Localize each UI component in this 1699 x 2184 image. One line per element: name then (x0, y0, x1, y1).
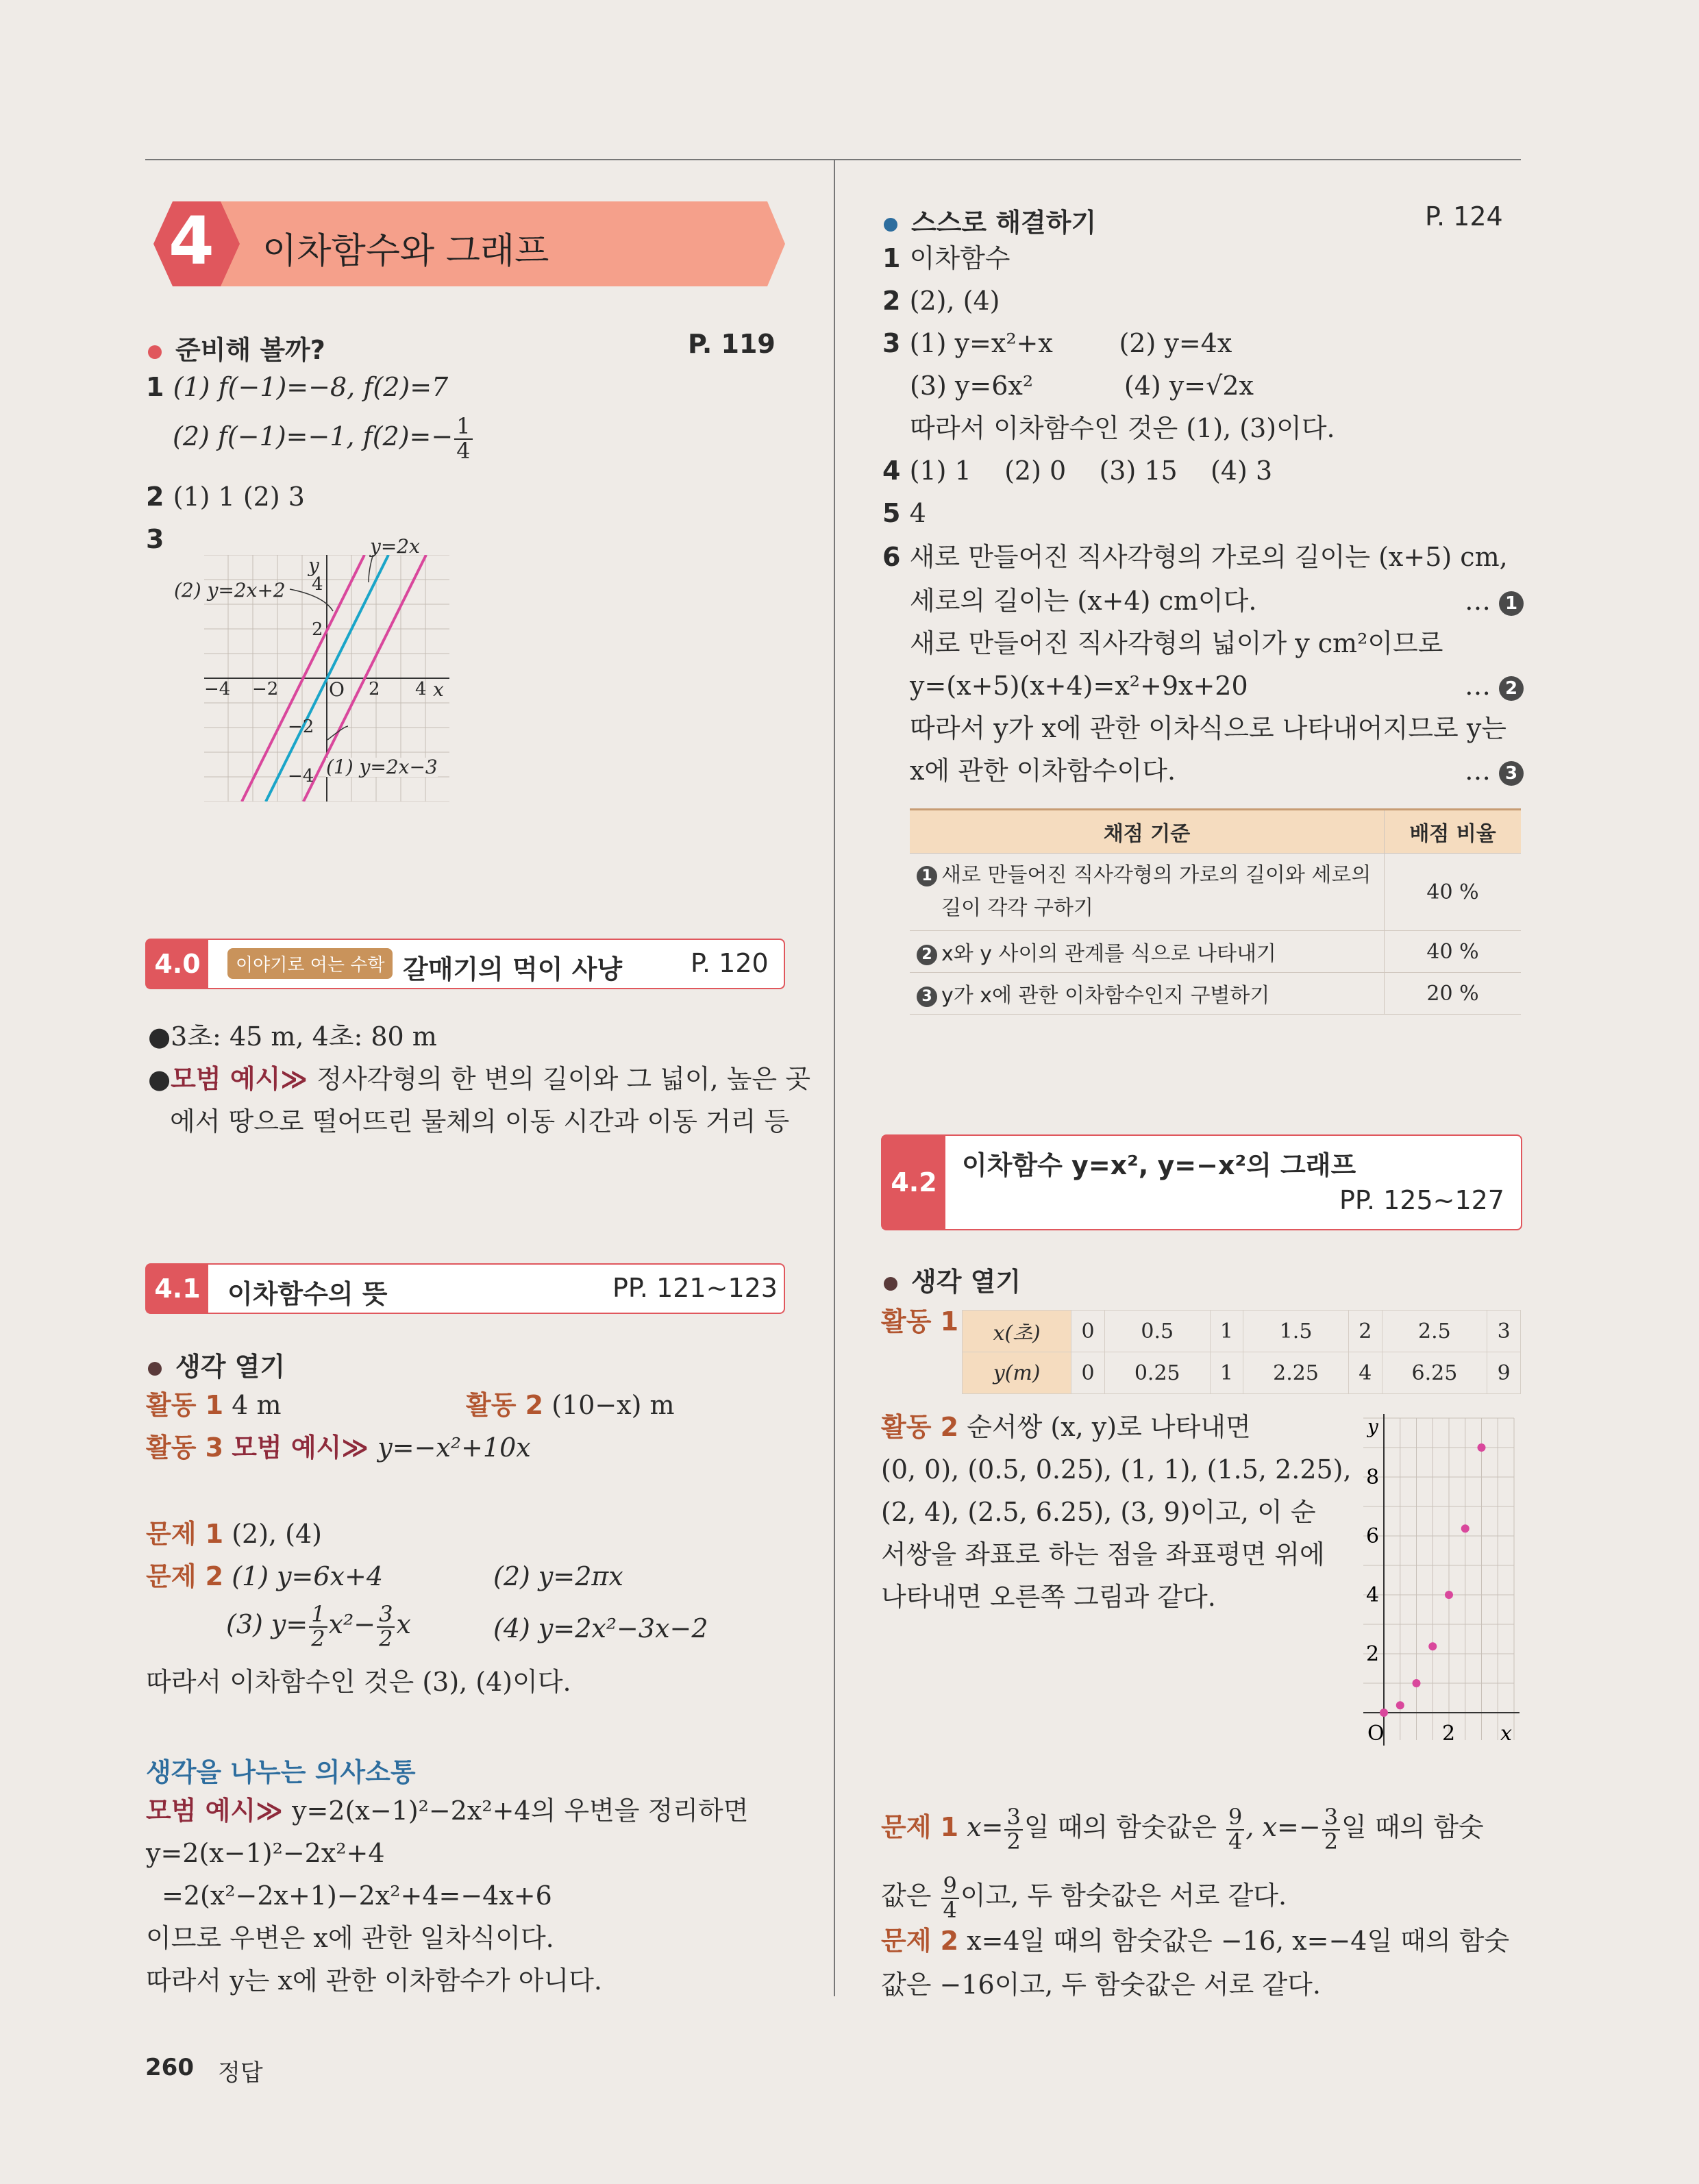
criteria-cell: 3 y가 x에 관한 이차함수인지 구별하기 (910, 973, 1385, 1015)
section-title: 이차함수의 뜻 (227, 1279, 388, 1309)
tick-xm4: −4 (204, 679, 231, 699)
x-axis-label: x (1500, 1722, 1512, 1746)
table-row-x (963, 1311, 1521, 1352)
table-cell: 1.5 (1243, 1311, 1349, 1352)
table-cell: 0.5 (1104, 1311, 1210, 1352)
self-page: P. 124 (1425, 201, 1503, 232)
s40-line2: ●모범 예시≫ 정사각형의 한 변의 길이와 그 넓이, 높은 곳 (148, 1064, 810, 1094)
self-r3a: 3 (1) y=x²+x (2) y=4x (882, 328, 1232, 358)
data-point (1478, 1443, 1486, 1452)
section-page: PP. 121~123 (612, 1273, 778, 1303)
grading-header-criteria: 채점 기준 (910, 810, 1385, 854)
criteria-cell: 1 새로 만들어진 직사각형의 가로의 길이와 세로의 길이 각각 구하기 (910, 854, 1385, 931)
s40-line3: 에서 땅으로 떨어뜨린 물체의 이동 시간과 이동 거리 등 (170, 1106, 790, 1137)
section-title: 갈매기의 먹이 사냥 (403, 954, 623, 984)
label-y-2x: y=2x (370, 535, 420, 558)
section-badge: 4.2 (882, 1136, 945, 1229)
top-rule (145, 159, 1521, 160)
self-r6c: 새로 만들어진 직사각형의 넓이가 y cm²이므로 (910, 628, 1443, 658)
tick-y4: 4 (312, 574, 323, 595)
s42-act2-line3: (2, 4), (2.5, 6.25), (3, 9)이고, 이 순 (881, 1497, 1316, 1527)
chapter-number: 4 (169, 203, 214, 280)
mark-3: … 3 (1465, 758, 1524, 786)
data-point (1445, 1591, 1453, 1599)
activity-table (962, 1310, 1521, 1394)
section-page: P. 120 (691, 948, 769, 978)
self-r3b: (3) y=6x² (4) y=√2x (910, 371, 1254, 401)
prep-heading-text: 준비해 볼까? (175, 335, 325, 365)
tick-xm2: −2 (252, 679, 279, 699)
s40-line1: ●3초: 45 m, 4초: 80 m (148, 1021, 437, 1052)
section-page: PP. 125~127 (1339, 1185, 1504, 1215)
origin-label: O (1367, 1722, 1385, 1746)
grading-header-row (910, 810, 1521, 854)
table-cell: 0.25 (1104, 1352, 1210, 1394)
footer-label: 정답 (218, 2059, 263, 2087)
scatter-chart (1363, 1411, 1521, 1747)
section-badge: 4.0 (147, 940, 208, 988)
ratio-cell: 20 % (1385, 973, 1522, 1015)
self-r6a: 6 새로 만들어진 직사각형의 가로의 길이는 (x+5) cm, (882, 542, 1508, 572)
tick-label: 2 (1366, 1642, 1380, 1666)
comm-line2: y=2(x−1)²−2x²+4 (146, 1838, 385, 1868)
tick-label: 2 (1442, 1722, 1456, 1746)
s41-prob2b: (2) y=2πx (493, 1561, 623, 1591)
comm-line3: =2(x²−2x+1)−2x²+4=−4x+6 (162, 1881, 552, 1911)
self-r2: 2 (2), (4) (882, 286, 1000, 316)
table-cell: 2.5 (1382, 1311, 1487, 1352)
tick-x2: 2 (369, 679, 380, 699)
s41-prob2e: 따라서 이차함수인 것은 (3), (4)이다. (146, 1667, 571, 1697)
comm-title: 생각을 나누는 의사소통 (146, 1757, 416, 1787)
grading-table (910, 808, 1521, 1015)
prep-q1a: 1 (1) f(−1)=−8, f(2)=7 (146, 372, 449, 402)
self-r3c: 따라서 이차함수인 것은 (1), (3)이다. (910, 413, 1335, 443)
column-divider (834, 160, 835, 1996)
table-cell: 1 (1210, 1352, 1243, 1394)
s42-prob1-line1: 문제 1 x= $\frac{3}{2}$ 일 때의 함숫값은 $\frac{9}{4}$ , x=− $\frac{3}{2}$ 일 때의 함숫 (881, 1804, 1484, 1854)
self-r4: 4 (1) 1 (2) 0 (3) 15 (4) 3 (882, 456, 1273, 486)
self-r6e: 따라서 y가 x에 관한 이차식으로 나타내어지므로 y는 (910, 713, 1507, 743)
table-cell: 2.25 (1243, 1352, 1349, 1394)
tick-label: 6 (1366, 1524, 1380, 1548)
section-tag: 이야기로 여는 수학 (227, 948, 393, 979)
graph-x-label: x (433, 678, 444, 701)
section-4-0-header (145, 939, 785, 989)
comm-line4: 이므로 우변은 x에 관한 일차식이다. (146, 1923, 554, 1953)
self-r6b: 세로의 길이는 (x+4) cm이다. (910, 586, 1257, 616)
bullet-dot (148, 345, 162, 359)
table-row (910, 854, 1521, 931)
table-row (910, 973, 1521, 1015)
table-cell: 3 (1487, 1311, 1521, 1352)
label-y-2x-plus-2: (2) y=2x+2 (174, 579, 286, 601)
s42-act2-line2: (0, 0), (0.5, 0.25), (1, 1), (1.5, 2.25), (881, 1454, 1352, 1485)
s41-prob1: 문제 1 (2), (4) (146, 1519, 322, 1549)
data-point (1428, 1642, 1437, 1650)
table-cell: 4 (1348, 1352, 1382, 1394)
table-header-cell: y(m) (963, 1352, 1071, 1394)
section-4-1-header (145, 1263, 785, 1314)
s42-act2-line4: 서쌍을 좌표로 하는 점을 좌표평면 위에 (881, 1539, 1325, 1569)
bullet-dot (884, 1277, 897, 1291)
section-badge: 4.1 (147, 1265, 208, 1313)
think-heading: 생각 열기 (148, 1345, 285, 1383)
s42-prob2-line1: 문제 2 x=4일 때의 함숫값은 −16, x=−4일 때의 함숫 (881, 1926, 1510, 1956)
table-cell: 2 (1348, 1311, 1382, 1352)
prep-q2: 2 (1) 1 (2) 3 (146, 482, 305, 512)
s42-act2-line1: 활동 2 순서쌍 (x, y)로 나타내면 (881, 1412, 1251, 1442)
table-row-y (963, 1352, 1521, 1394)
tick-ym4: −4 (288, 766, 314, 786)
label-y-2x-minus-3: (1) y=2x−3 (326, 756, 438, 778)
chapter-title: 이차함수와 그래프 (262, 231, 549, 272)
chart-background (1363, 1411, 1521, 1747)
tick-label: 8 (1366, 1465, 1380, 1489)
ratio-cell: 40 % (1385, 931, 1522, 973)
tick-x4: 4 (415, 679, 427, 699)
ratio-cell: 40 % (1385, 854, 1522, 931)
think-heading-2: 생각 열기 (884, 1261, 1021, 1298)
s41-act2: 활동 2 (10−x) m (466, 1390, 675, 1420)
s42-act1-label: 활동 1 (881, 1306, 959, 1337)
s41-prob2a: 문제 2 (1) y=6x+4 (146, 1561, 384, 1591)
prep-heading (148, 329, 325, 367)
y-axis-label: y (1367, 1415, 1378, 1438)
s42-act2-line5: 나타내면 오른쪽 그림과 같다. (881, 1582, 1216, 1612)
table-cell: 0 (1071, 1352, 1105, 1394)
section-title: 이차함수 y=x², y=−x²의 그래프 (962, 1150, 1356, 1180)
criteria-cell: 2 x와 y 사이의 관계를 식으로 나타내기 (910, 931, 1385, 973)
comm-line1: 모범 예시≫ y=2(x−1)²−2x²+4의 우변을 정리하면 (146, 1796, 749, 1826)
tick-ym2: −2 (288, 717, 314, 737)
s41-act3: 활동 3 모범 예시≫ y=−x²+10x (146, 1432, 531, 1463)
table-cell: 0 (1071, 1311, 1105, 1352)
s41-prob2c: (3) y= $\frac{1}{2}$ x²− $\frac{3}{2}$ x (226, 1601, 411, 1652)
s41-act1: 활동 1 4 m (146, 1390, 282, 1420)
section-4-2-header (881, 1134, 1522, 1230)
table-header-cell: x(초) (963, 1311, 1071, 1352)
prep-q1b: (2) f(−1)=−1, f(2)=− $\frac{1}{4}$ (173, 415, 474, 462)
data-point (1413, 1679, 1421, 1687)
comm-line5: 따라서 y는 x에 관한 이차함수가 아니다. (146, 1965, 602, 1996)
prep-page: P. 119 (688, 329, 776, 359)
self-r1: 1 이차함수 (882, 243, 1010, 273)
self-r5: 5 4 (882, 498, 926, 528)
table-cell: 6.25 (1382, 1352, 1487, 1394)
page-number: 260 (145, 2054, 194, 2081)
data-point (1380, 1709, 1388, 1717)
self-r6f: x에 관한 이차함수이다. (910, 756, 1176, 786)
s42-prob1-line2: 값은 $\frac{9}{4}$ 이고, 두 함숫값은 서로 같다. (881, 1872, 1287, 1923)
s41-prob2d: (4) y=2x²−3x−2 (493, 1613, 708, 1643)
mark-1: … 1 (1465, 588, 1524, 616)
bullet-dot (148, 1362, 162, 1376)
tick-y2: 2 (312, 619, 323, 640)
graph-origin: O (329, 678, 345, 701)
table-cell: 1 (1210, 1311, 1243, 1352)
prep-q3-number: 3 (146, 524, 164, 554)
table-cell: 9 (1487, 1352, 1521, 1394)
mark-2: … 2 (1465, 673, 1524, 701)
bullet-dot (884, 218, 897, 232)
data-point (1396, 1701, 1404, 1709)
table-row (910, 931, 1521, 973)
data-point (1461, 1524, 1469, 1532)
tick-label: 4 (1366, 1583, 1380, 1607)
grading-header-ratio: 배점 비율 (1385, 810, 1522, 854)
self-r6d: y=(x+5)(x+4)=x²+9x+20 (910, 671, 1248, 701)
s42-prob2-line2: 값은 −16이고, 두 함숫값은 서로 같다. (881, 1970, 1321, 2000)
graph-y-label: y (308, 554, 319, 577)
self-heading: 스스로 해결하기 (884, 201, 1096, 239)
